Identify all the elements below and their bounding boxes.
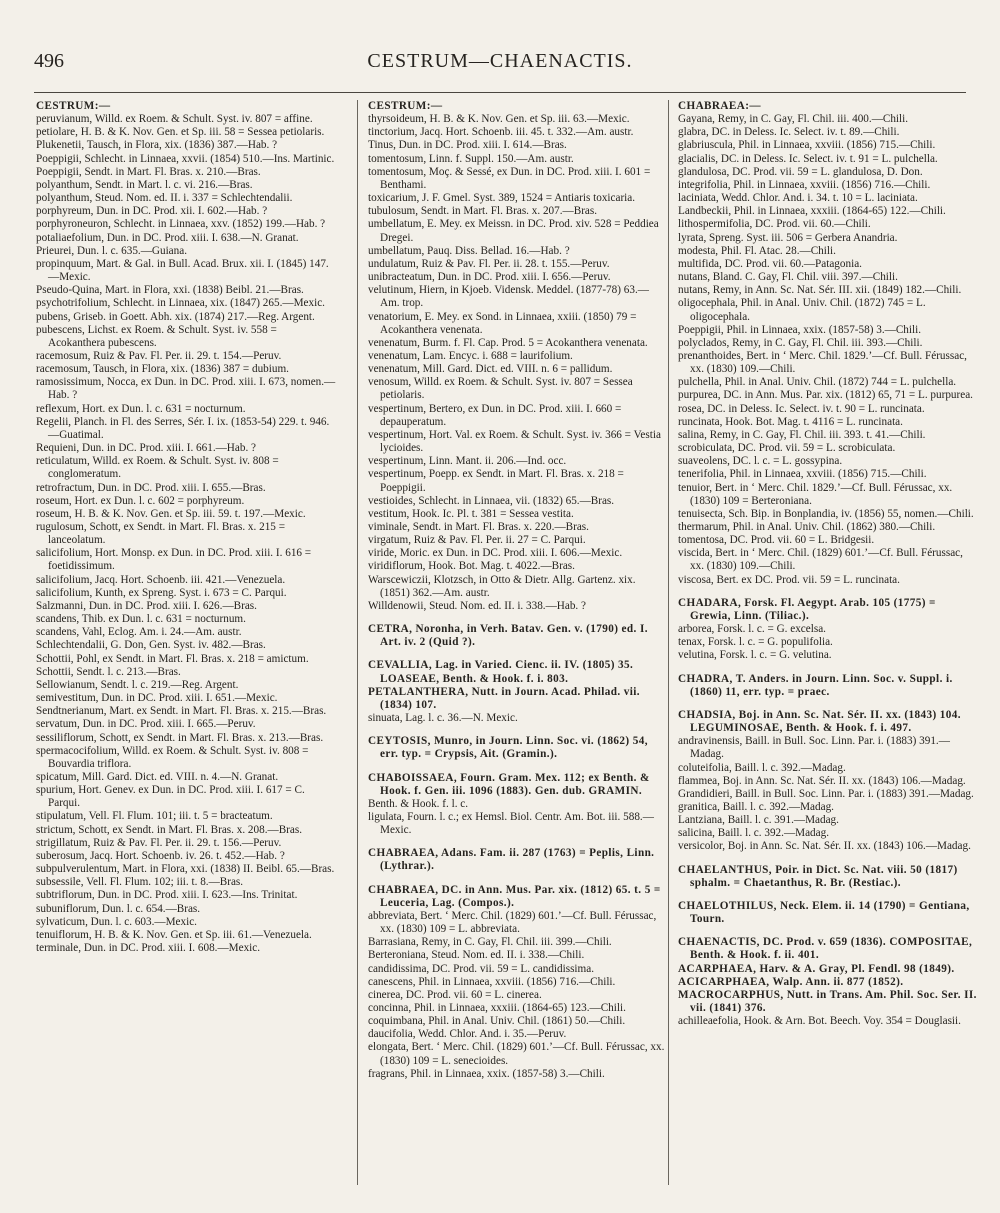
- dictionary-entry: vespertinum, Poepp. ex Sendt. in Mart. Fl. Bras. x. 218 = Poeppigii.: [368, 468, 624, 494]
- dictionary-entry: tomentosum, Moç. & Sessé, ex Dun. in DC. Prod. xiii. I. 601 = Benthami.: [368, 165, 651, 191]
- dictionary-entry: canescens, Phil. in Linnaea, xxviii. (1856) 716.—Chili.: [368, 975, 616, 988]
- dictionary-entry: suberosum, Jacq. Hort. Schoenb. iv. 26. t. 452.—Hab. ?: [36, 849, 285, 862]
- dictionary-entry: thermarum, Phil. in Anal. Univ. Chil. (1862) 380.—Chili.: [678, 521, 936, 533]
- entry-gap: [368, 874, 668, 884]
- dictionary-entry: strictum, Schott, ex Sendt. in Mart. Fl. Bras. x. 208.—Bras.: [36, 823, 302, 836]
- dictionary-entry: terminale, Dun. in DC. Prod. xiii. I. 608.—Mexic.: [36, 942, 261, 954]
- dictionary-entry: Poeppigii, Schlecht. in Linnaea, xxvii. (1854) 510.—Ins. Martinic.: [36, 152, 335, 165]
- dictionary-entry: arborea, Forsk. l. c. = G. excelsa.: [678, 623, 826, 636]
- dictionary-entry: Benth. & Hook. f. l. c.: [368, 797, 469, 810]
- dictionary-entry: Lantziana, Baill. l. c. 391.—Madag.: [678, 814, 839, 827]
- dictionary-entry: lithospermifolia, DC. Prod. vii. 60.—Chili.: [678, 218, 871, 231]
- column-middle: [368, 100, 668, 1081]
- dictionary-entry: subtriflorum, Dun. in DC. Prod. xiii. I. 623.—Ins. Trinitat.: [36, 889, 298, 902]
- dictionary-entry: fragrans, Phil. in Linnaea, xxix. (1857-58) 3.—Chili.: [368, 1067, 605, 1080]
- dictionary-entry: Pseudo-Quina, Mart. in Flora, xxi. (1838) Beibl. 21.—Bras.: [36, 284, 304, 297]
- dictionary-entry: cinerea, DC. Prod. vii. 60 = L. cinerea.: [368, 988, 542, 1001]
- dictionary-entry: propinquum, Mart. & Gal. in Bull. Acad. Brux. xii. I. (1845) 147.—Mexic.: [36, 257, 329, 284]
- dictionary-entry: candidissima, DC. Prod. vii. 59 = L. candidissima.: [368, 962, 595, 975]
- dictionary-entry: velutinum, Hiern, in Kjoeb. Vidensk. Meddel. (1877-78) 63.—Am. trop.: [368, 284, 649, 310]
- dictionary-entry: venenatum, Lam. Encyc. i. 688 = laurifolium.: [368, 349, 573, 362]
- dictionary-entry: rugulosum, Schott, ex Sendt. in Mart. Fl. Bras. x. 215 = lanceolatum.: [36, 521, 286, 547]
- dictionary-entry: subsessile, Vell. Fl. Flum. 102; iii. t. 8.—Bras.: [36, 876, 244, 889]
- dictionary-entry: Warscewiczii, Klotzsch, in Otto & Dietr. Allg. Gartenz. xix. (1851) 362.—Am. austr.: [368, 573, 636, 599]
- dictionary-entry: Poeppigii, Phil. in Linnaea, xxix. (1857-58) 3.—Chili.: [678, 323, 922, 336]
- dictionary-entry: flammea, Boj. in Ann. Sc. Nat. Sér. II. xx. (1843) 106.—Madag.: [678, 774, 966, 787]
- dictionary-entry: toxicarium, J. F. Gmel. Syst. 389, 1524 = Antiaris toxicaria.: [368, 192, 636, 205]
- dictionary-entry: CESTRUM:—: [36, 100, 111, 112]
- dictionary-entry: glabriuscula, Phil. in Linnaea, xxviii. (1856) 715.—Chili.: [678, 139, 936, 152]
- dictionary-entry: achilleaefolia, Hook. & Arn. Bot. Beech. Voy. 354 = Douglasii.: [678, 1015, 961, 1028]
- column-left: [36, 100, 336, 955]
- dictionary-entry: glandulosa, DC. Prod. vii. 59 = L. glandulosa, D. Don.: [678, 165, 923, 178]
- dictionary-entry: pubescens, Lichst. ex Roem. & Schult. Syst. iv. 558 = Acokanthera pubescens.: [36, 323, 277, 349]
- dictionary-entry: roseum, H. B. & K. Nov. Gen. et Sp. iii. 59. t. 197.—Mexic.: [36, 507, 306, 520]
- dictionary-entry: sylvaticum, Dun. l. c. 603.—Mexic.: [36, 915, 197, 928]
- dictionary-entry: petiolare, H. B. & K. Nov. Gen. et Sp. iii. 58 = Sessea petiolaris.: [36, 126, 325, 139]
- dictionary-entry: CHABRAEA, Adans. Fam. ii. 287 (1763) = Peplis, Linn. (Lythrar.).: [368, 847, 655, 873]
- dictionary-entry: tomentosa, DC. Prod. vii. 60 = L. Bridgesii.: [678, 534, 875, 547]
- dictionary-entry: modesta, Phil. Fl. Atac. 28.—Chili.: [678, 244, 836, 257]
- dictionary-entry: venosum, Willd. ex Roem. & Schult. Syst. iv. 807 = Sessea petiolaris.: [368, 376, 633, 402]
- dictionary-entry: CHABRAEA, DC. in Ann. Mus. Par. xix. (1812) 65. t. 5 = Leuceria, Lag. (Compos.).: [368, 883, 661, 909]
- dictionary-entry: CHAENACTIS, DC. Prod. v. 659 (1836). COMPOSITAE, Benth. & Hook. f. ii. 401.: [678, 936, 973, 962]
- dictionary-entry: nutans, Remy, in Ann. Sc. Nat. Sér. III. xii. (1849) 182.—Chili.: [678, 284, 962, 297]
- dictionary-entry: Schottii, Sendt. l. c. 213.—Bras.: [36, 665, 181, 678]
- dictionary-entry: Sendtnerianum, Mart. ex Sendt. in Mart. Fl. Bras. x. 215.—Bras.: [36, 705, 327, 718]
- dictionary-entry: CHAELOTHILUS, Neck. Elem. ii. 14 (1790) = Gentiana, Tourn.: [678, 899, 970, 926]
- dictionary-entry: ACARPHAEA, Harv. & A. Gray, Pl. Fendl. 98 (1849).: [678, 962, 955, 975]
- dictionary-entry: CHADRA, T. Anders. in Journ. Linn. Soc. v. Suppl. i. (1860) 11, err. typ. = praec.: [678, 672, 953, 698]
- dictionary-entry: salicina, Baill. l. c. 392.—Madag.: [678, 827, 829, 840]
- dictionary-entry: potaliaefolium, Dun. in DC. Prod. xiii. I. 638.—N. Granat.: [36, 231, 299, 244]
- dictionary-entry: CESTRUM:—: [368, 100, 443, 112]
- entry-gap: [368, 762, 668, 772]
- dictionary-entry: tubulosum, Sendt. in Mart. Fl. Bras. x. 207.—Bras.: [368, 205, 598, 218]
- dictionary-entry: tomentosum, Linn. f. Suppl. 150.—Am. austr.: [368, 152, 574, 165]
- dictionary-entry: vestitum, Hook. Ic. Pl. t. 381 = Sessea vestita.: [368, 507, 574, 520]
- dictionary-entry: scrobiculata, DC. Prod. vii. 59 = L. scrobiculata.: [678, 442, 896, 455]
- dictionary-entry: velutina, Forsk. l. c. = G. velutina.: [678, 649, 832, 662]
- dictionary-entry: Sellowianum, Sendt. l. c. 219.—Reg. Argent.: [36, 678, 239, 691]
- dictionary-entry: venenatum, Mill. Gard. Dict. ed. VIII. n. 6 = pallidum.: [368, 363, 613, 376]
- entry-gap: [678, 699, 978, 709]
- dictionary-entry: coluteifolia, Baill. l. c. 392.—Madag.: [678, 761, 846, 774]
- page-header: [34, 50, 966, 80]
- dictionary-entry: purpurea, DC. in Ann. Mus. Par. xix. (1812) 65, 71 = L. purpurea.: [678, 389, 973, 402]
- dictionary-entry: elongata, Bert. ‘ Merc. Chil. (1829) 601.’—Cf. Bull. Férussac, xx. (1830) 109 = L. senecioides.: [368, 1041, 665, 1067]
- dictionary-entry: salicifolium, Jacq. Hort. Schoenb. iii. 421.—Venezuela.: [36, 573, 286, 586]
- dictionary-entry: subuniflorum, Dun. l. c. 654.—Bras.: [36, 902, 201, 915]
- dictionary-entry: Barrasiana, Remy, in C. Gay, Fl. Chil. iii. 399.—Chili.: [368, 936, 612, 949]
- dictionary-entry: tenuisecta, Sch. Bip. in Bonplandia, iv. (1856) 55, nomen.—Chili.: [678, 507, 974, 520]
- dictionary-entry: spicatum, Mill. Gard. Dict. ed. VIII. n. 4.—N. Granat.: [36, 770, 279, 783]
- dictionary-entry: tinctorium, Jacq. Hort. Schoenb. iii. 45. t. 332.—Am. austr.: [368, 126, 634, 139]
- dictionary-entry: tenuior, Bert. in ‘ Merc. Chil. 1829.’—Cf. Bull. Férussac, xx. (1830) 109 = Berteroniana.: [678, 481, 953, 507]
- dictionary-entry: sinuata, Lag. l. c. 36.—N. Mexic.: [368, 712, 518, 725]
- dictionary-entry: runcinata, Hook. Bot. Mag. t. 4116 = L. runcinata.: [678, 415, 903, 428]
- dictionary-entry: Gayana, Remy, in C. Gay, Fl. Chil. iii. 400.—Chili.: [678, 113, 909, 126]
- dictionary-entry: sessiliflorum, Schott, ex Sendt. in Mart. Fl. Bras. x. 213.—Bras.: [36, 731, 324, 744]
- dictionary-entry: nutans, Bland. C. Gay, Fl. Chil. viii. 397.—Chili.: [678, 271, 898, 284]
- dictionary-entry: pubens, Griseb. in Goett. Abh. xix. (1874) 217.—Reg. Argent.: [36, 310, 315, 323]
- header-rule: [34, 92, 966, 93]
- dictionary-entry: venatorium, E. Mey. ex Sond. in Linnaea, xxiii. (1850) 79 = Acokanthera venenata.: [368, 310, 637, 336]
- dictionary-entry: abbreviata, Bert. ‘ Merc. Chil. (1829) 601.’—Cf. Bull. Férussac, xx. (1830) 109 = L. abbreviata.: [368, 909, 657, 936]
- dictionary-entry: suaveolens, DC. l. c. = L. gossypina.: [678, 455, 843, 468]
- entry-gap: [678, 854, 978, 864]
- dictionary-entry: viride, Moric. ex Dun. in DC. Prod. xiii. I. 606.—Mexic.: [368, 547, 623, 560]
- dictionary-entry: rosea, DC. in Deless. Ic. Select. iv. t. 90 = L. runcinata.: [678, 402, 925, 415]
- dictionary-entry: servatum, Dun. in DC. Prod. xiii. I. 665.—Peruv.: [36, 718, 256, 731]
- entry-gap: [368, 649, 668, 659]
- entry-gap: [678, 890, 978, 900]
- dictionary-entry: concinna, Phil. in Linnaea, xxxiii. (1864-65) 123.—Chili.: [368, 1002, 626, 1014]
- dictionary-entry: Berteroniana, Steud. Nom. ed. II. i. 338.—Chili.: [368, 949, 585, 962]
- dictionary-entry: prenanthoides, Bert. in ‘ Merc. Chil. 1829.’—Cf. Bull. Férussac, xx. (1830) 109.—Chili.: [678, 349, 967, 376]
- dictionary-entry: Salzmanni, Dun. in DC. Prod. xiii. I. 626.—Bras.: [36, 599, 257, 612]
- dictionary-entry: andravinensis, Baill. in Bull. Soc. Linn. Par. i. (1883) 391.—Madag.: [678, 735, 950, 761]
- dictionary-entry: granitica, Baill. l. c. 392.—Madag.: [678, 800, 834, 813]
- dictionary-entry: Tinus, Dun. in DC. Prod. xiii. I. 614.—Bras.: [368, 139, 567, 152]
- dictionary-entry: Plukenetii, Tausch, in Flora, xix. (1836) 387.—Hab. ?: [36, 139, 278, 152]
- dictionary-entry: CEVALLIA, Lag. in Varied. Cienc. ii. IV. (1805) 35. LOASEAE, Benth. & Hook. f. i. 803.: [368, 659, 634, 685]
- dictionary-entry: Schlechtendalii, G. Don, Gen. Syst. iv. 482.—Bras.: [36, 639, 266, 652]
- column-right: [678, 100, 978, 1028]
- dictionary-entry: peruvianum, Willd. ex Roem. & Schult. Syst. iv. 807 = affine.: [36, 113, 313, 126]
- dictionary-entry: vespertinum, Hort. Val. ex Roem. & Schult. Syst. iv. 366 = Vestia lycioides.: [368, 428, 661, 455]
- entry-gap: [678, 926, 978, 936]
- dictionary-entry: Requieni, Dun. in DC. Prod. xiii. I. 661.—Hab. ?: [36, 442, 257, 455]
- dictionary-entry: Poeppigii, Sendt. in Mart. Fl. Bras. x. 210.—Bras.: [36, 165, 261, 178]
- dictionary-entry: porphyreum, Dun. in DC. Prod. xii. I. 602.—Hab. ?: [36, 205, 268, 218]
- dictionary-entry: semivestitum, Dun. in DC. Prod. xiii. I. 651.—Mexic.: [36, 692, 278, 705]
- dictionary-entry: ACICARPHAEA, Walp. Ann. ii. 877 (1852).: [678, 975, 904, 988]
- dictionary-entry: viminale, Sendt. in Mart. Fl. Bras. x. 220.—Bras.: [368, 521, 589, 533]
- dictionary-entry: PETALANTHERA, Nutt. in Journ. Acad. Philad. vii. (1834) 107.: [368, 685, 640, 711]
- dictionary-entry: laciniata, Wedd. Chlor. And. i. 34. t. 10 = L. laciniata.: [678, 192, 918, 205]
- dictionary-entry: Willdenowii, Steud. Nom. ed. II. i. 338.—Hab. ?: [368, 599, 586, 612]
- dictionary-entry: ramosissimum, Nocca, ex Dun. in DC. Prod. xiii. I. 673, nomen.—Hab. ?: [36, 376, 336, 402]
- dictionary-entry: MACROCARPHUS, Nutt. in Trans. Am. Phil. Soc. Ser. II. vii. (1841) 376.: [678, 988, 977, 1014]
- dictionary-entry: scandens, Vahl, Eclog. Am. i. 24.—Am. austr.: [36, 626, 242, 639]
- dictionary-entry: viridiflorum, Hook. Bot. Mag. t. 4022.—Bras.: [368, 560, 575, 573]
- dictionary-entry: salicifolium, Hort. Monsp. ex Dun. in DC. Prod. xiii. I. 616 = foetidissimum.: [36, 547, 312, 573]
- dictionary-entry: stipulatum, Vell. Fl. Flum. 101; iii. t. 5 = bracteatum.: [36, 810, 273, 823]
- dictionary-entry: CHADARA, Forsk. Fl. Aegypt. Arab. 105 (1775) = Grewia, Linn. (Tiliac.).: [678, 596, 936, 622]
- dictionary-entry: venenatum, Burm. f. Fl. Cap. Prod. 5 = Acokanthera venenata.: [368, 336, 648, 349]
- entry-gap: [368, 725, 668, 735]
- dictionary-entry: CHAELANTHUS, Poir. in Dict. Sc. Nat. viii. 50 (1817) sphalm. = Chaetanthus, R. Br. (Restiac.).: [678, 863, 958, 889]
- dictionary-entry: Prieurei, Dun. l. c. 635.—Guiana.: [36, 244, 187, 257]
- dictionary-entry: retrofractum, Dun. in DC. Prod. xiii. I. 655.—Bras.: [36, 481, 266, 494]
- entry-gap: [678, 663, 978, 673]
- dictionary-entry: Regelii, Planch. in Fl. des Serres, Sér. I. ix. (1853-54) 229. t. 946.—Guatimal.: [36, 415, 330, 441]
- dictionary-entry: salina, Remy, in C. Gay, Fl. Chil. iii. 393. t. 41.—Chili.: [678, 428, 926, 441]
- dictionary-entry: umbellatum, E. Mey. ex Meissn. in DC. Prod. xiv. 528 = Peddiea Dregei.: [368, 218, 659, 244]
- dictionary-entry: multifida, DC. Prod. vii. 60.—Patagonia.: [678, 257, 862, 270]
- entry-gap: [678, 587, 978, 597]
- dictionary-entry: umbellatum, Pauq. Diss. Bellad. 16.—Hab. ?: [368, 244, 570, 257]
- dictionary-entry: polyclados, Remy, in C. Gay, Fl. Chil. iii. 393.—Chili.: [678, 336, 923, 349]
- dictionary-entry: Landbeckii, Phil. in Linnaea, xxxiii. (1864-65) 122.—Chili.: [678, 205, 946, 218]
- dictionary-entry: reflexum, Hort. ex Dun. l. c. 631 = nocturnum.: [36, 402, 246, 415]
- dictionary-entry: versicolor, Boj. in Ann. Sc. Nat. Sér. II. xx. (1843) 106.—Madag.: [678, 840, 971, 853]
- dictionary-entry: integrifolia, Phil. in Linnaea, xxviii. (1856) 716.—Chili.: [678, 178, 931, 191]
- dictionary-entry: roseum, Hort. ex Dun. l. c. 602 = porphyreum.: [36, 494, 245, 507]
- dictionary-entry: CHADSIA, Boj. in Ann. Sc. Nat. Sér. II. xx. (1843) 104. LEGUMINOSAE, Benth. & Hook. f. i. 497.: [678, 708, 961, 735]
- dictionary-entry: vestioides, Schlecht. in Linnaea, vii. (1832) 65.—Bras.: [368, 494, 615, 507]
- dictionary-entry: scandens, Thib. ex Dun. l. c. 631 = nocturnum.: [36, 613, 246, 626]
- dictionary-entry: virgatum, Ruiz & Pav. Fl. Per. ii. 27 = C. Parqui.: [368, 534, 586, 547]
- entry-gap: [368, 613, 668, 623]
- dictionary-entry: racemosum, Ruiz & Pav. Fl. Per. ii. 29. t. 154.—Peruv.: [36, 349, 282, 362]
- running-head: CESTRUM—CHAENACTIS.: [367, 50, 633, 72]
- dictionary-entry: strigillatum, Ruiz & Pav. Fl. Per. ii. 29. t. 156.—Peruv.: [36, 836, 282, 849]
- entry-gap: [368, 837, 668, 847]
- dictionary-entry: vespertinum, Bertero, ex Dun. in DC. Prod. xiii. I. 660 = depauperatum.: [368, 402, 622, 428]
- dictionary-entry: ligulata, Fourn. l. c.; ex Hemsl. Biol. Centr. Am. Bot. iii. 588.—Mexic.: [368, 810, 654, 837]
- dictionary-entry: vespertinum, Linn. Mant. ii. 206.—Ind. occ.: [368, 455, 567, 468]
- dictionary-entry: CEYTOSIS, Munro, in Journ. Linn. Soc. vi. (1862) 54, err. typ. = Crypsis, Ait. (Gramin.).: [368, 735, 648, 761]
- dictionary-entry: subpulverulentum, Mart. in Flora, xxi. (1838) II. Beibl. 65.—Bras.: [36, 863, 335, 876]
- dictionary-entry: spermacocifolium, Willd. ex Roem. & Schult. Syst. iv. 808 = Bouvardia triflora.: [36, 744, 309, 770]
- dictionary-entry: CHABRAEA:—: [678, 100, 761, 112]
- dictionary-entry: polyanthum, Sendt. in Mart. l. c. vi. 216.—Bras.: [36, 178, 253, 191]
- dictionary-entry: thyrsoideum, H. B. & K. Nov. Gen. et Sp. iii. 63.—Mexic.: [368, 113, 630, 126]
- dictionary-entry: glacialis, DC. in Deless. Ic. Select. iv. t. 91 = L. pulchella.: [678, 152, 938, 165]
- dictionary-entry: racemosum, Tausch, in Flora, xix. (1836) 387 = dubium.: [36, 363, 289, 376]
- dictionary-entry: Schottii, Pohl, ex Sendt. in Mart. Fl. Bras. x. 218 = amictum.: [36, 652, 309, 665]
- dictionary-entry: reticulatum, Willd. ex Roem. & Schult. Syst. iv. 808 = conglomeratum.: [36, 455, 279, 481]
- dictionary-entry: tenax, Forsk. l. c. = G. populifolia.: [678, 636, 833, 649]
- dictionary-entry: viscida, Bert. in ‘ Merc. Chil. (1829) 601.’—Cf. Bull. Férussac, xx. (1830) 109.—Chili.: [678, 547, 963, 573]
- dictionary-entry: viscosa, Bert. ex DC. Prod. vii. 59 = L. runcinata.: [678, 573, 900, 586]
- dictionary-entry: unibracteatum, Dun. in DC. Prod. xiii. I. 656.—Peruv.: [368, 271, 611, 284]
- dictionary-entry: spurium, Hort. Genev. ex Dun. in DC. Prod. xiii. I. 617 = C. Parqui.: [36, 784, 305, 810]
- dictionary-entry: polyanthum, Steud. Nom. ed. II. i. 337 = Schlechtendalii.: [36, 192, 293, 205]
- page-number: 496: [34, 50, 64, 72]
- dictionary-entry: psychotrifolium, Schlecht. in Linnaea, xix. (1847) 265.—Mexic.: [36, 297, 325, 310]
- dictionary-entry: coquimbana, Phil. in Anal. Univ. Chil. (1861) 50.—Chili.: [368, 1015, 626, 1028]
- dictionary-entry: lyrata, Spreng. Syst. iii. 506 = Gerbera Anandria.: [678, 231, 898, 244]
- dictionary-entry: pulchella, Phil. in Anal. Univ. Chil. (1872) 744 = L. pulchella.: [678, 376, 957, 389]
- dictionary-entry: daucifolia, Wedd. Chlor. And. i. 35.—Peruv.: [368, 1028, 567, 1041]
- dictionary-entry: Grandidieri, Baill. in Bull. Soc. Linn. Par. i. (1883) 391.—Madag.: [678, 787, 974, 800]
- column-divider: [357, 100, 358, 1185]
- dictionary-entry: undulatum, Ruiz & Pav. Fl. Per. ii. 28. t. 155.—Peruv.: [368, 257, 610, 270]
- dictionary-entry: salicifolium, Kunth, ex Spreng. Syst. i. 673 = C. Parqui.: [36, 586, 287, 599]
- dictionary-entry: tenuiflorum, H. B. & K. Nov. Gen. et Sp. iii. 61.—Venezuela.: [36, 928, 312, 941]
- dictionary-entry: CHABOISSAEA, Fourn. Gram. Mex. 112; ex Benth. & Hook. f. Gen. iii. 1096 (1883). Gen. dub. GRAMIN.: [368, 771, 650, 797]
- column-divider: [668, 100, 669, 1185]
- dictionary-entry: glabra, DC. in Deless. Ic. Select. iv. t. 89.—Chili.: [678, 126, 900, 139]
- dictionary-entry: tenerifolia, Phil. in Linnaea, xxviii. (1856) 715.—Chili.: [678, 468, 927, 481]
- dictionary-entry: oligocephala, Phil. in Anal. Univ. Chil. (1872) 745 = L. oligocephala.: [678, 297, 926, 323]
- dictionary-entry: porphyroneuron, Schlecht. in Linnaea, xxv. (1852) 199.—Hab. ?: [36, 218, 326, 231]
- dictionary-entry: CETRA, Noronha, in Verh. Batav. Gen. v. (1790) ed. I. Art. iv. 2 (Quid ?).: [368, 623, 648, 649]
